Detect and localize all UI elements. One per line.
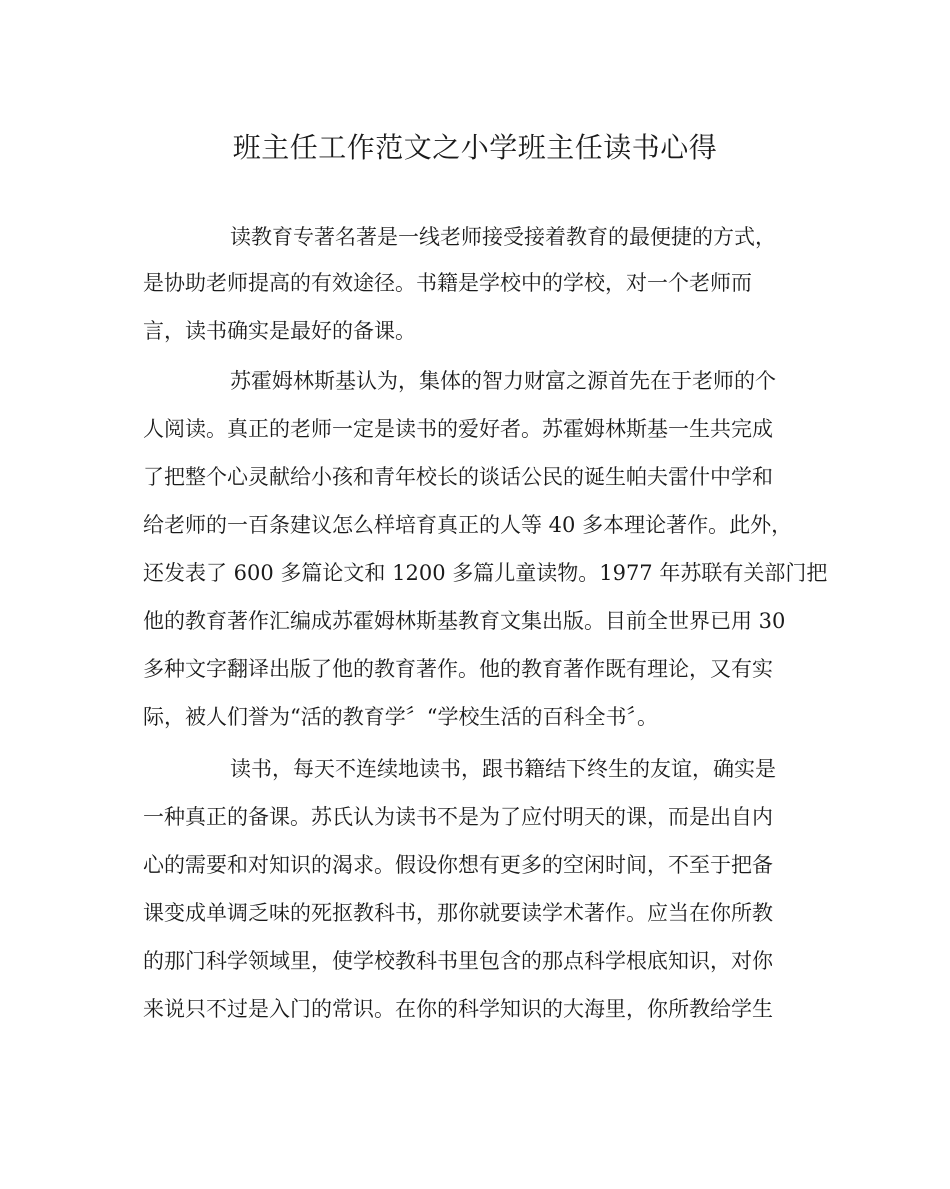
paragraph-line: 言，读书确实是最好的备课。: [143, 319, 416, 343]
paragraph-line: 读书，每天不连续地读书，跟书籍结下终生的友谊，确实是: [230, 757, 776, 781]
paragraph-line: 课变成单调乏味的死抠教科书，那你就要读学术著作。应当在你所教: [143, 901, 773, 925]
document-title: 班主任工作范文之小学班主任读书心得: [232, 131, 718, 164]
paragraph-line: 人阅读。真正的老师一定是读书的爱好者。苏霍姆林斯基一生共完成: [143, 417, 773, 441]
paragraph-line: 的那门科学领域里，使学校教科书里包含的那点科学根底知识，对你: [143, 949, 773, 973]
paragraph-line: 一种真正的备课。苏氏认为读书不是为了应付明天的课，而是出自内: [143, 805, 773, 829]
paragraph-line: 读教育专著名著是一线老师接受接着教育的最便捷的方式，: [230, 225, 776, 249]
paragraph-line: 了把整个心灵献给小孩和青年校长的谈话公民的诞生帕夫雷什中学和: [143, 465, 773, 489]
paragraph-line: 多种文字翻译出版了他的教育著作。他的教育著作既有理论，又有实: [143, 657, 773, 681]
paragraph-line: 际，被人们誉为“活的教育学〞“学校生活的百科全书〞。: [143, 705, 658, 729]
paragraph-line: 是协助老师提高的有效途径。书籍是学校中的学校，对一个老师而: [143, 271, 752, 295]
paragraph-line: 苏霍姆林斯基认为，集体的智力财富之源首先在于老师的个: [230, 369, 776, 393]
paragraph-line: 他的教育著作汇编成苏霍姆林斯基教育文集出版。目前全世界已用 30: [143, 609, 786, 633]
paragraph-line: 心的需要和对知识的渴求。假设你想有更多的空闲时间，不至于把备: [143, 853, 773, 877]
paragraph-line: 给老师的一百条建议怎么样培育真正的人等 40 多本理论著作。此外，: [143, 513, 793, 537]
paragraph-line: 还发表了 600 多篇论文和 1200 多篇儿童读物。1977 年苏联有关部门把: [143, 561, 828, 585]
paragraph-line: 来说只不过是入门的常识。在你的科学知识的大海里，你所教给学生: [143, 997, 773, 1021]
